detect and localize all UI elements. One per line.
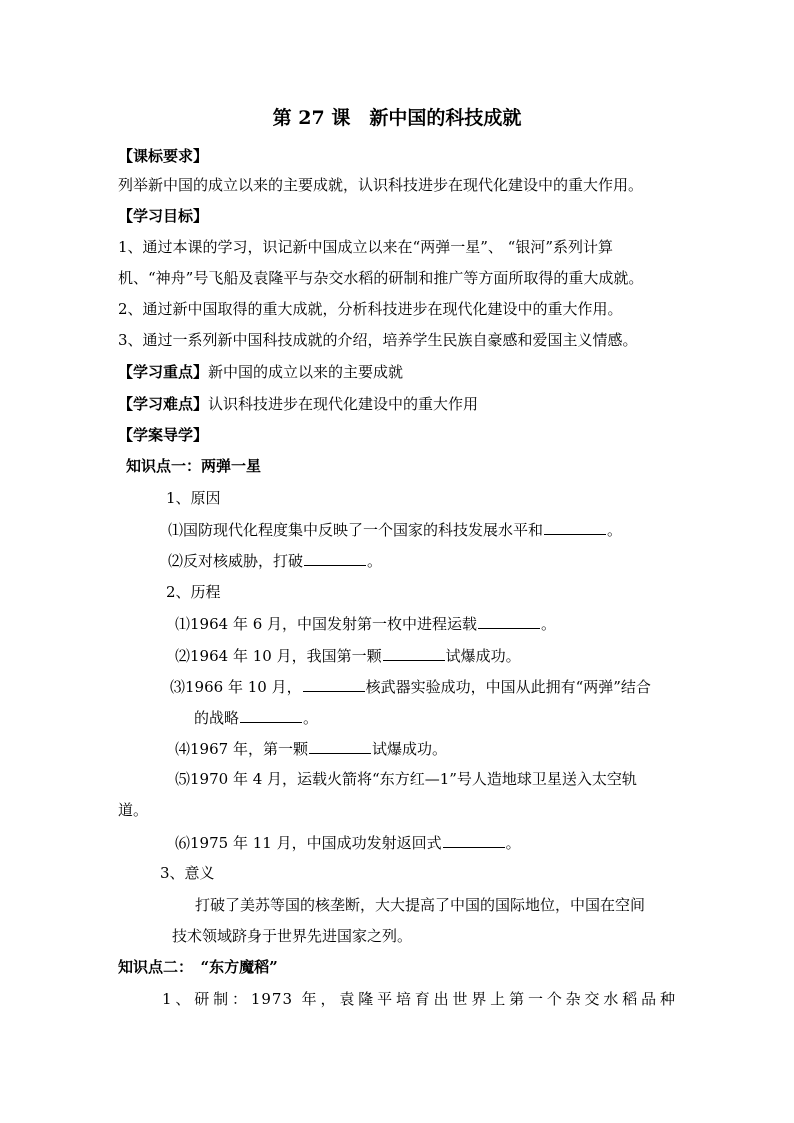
page-title: 第 27 课 新中国的科技成就 xyxy=(272,107,522,129)
period: 。 xyxy=(541,615,557,633)
kp1-reason-2 xyxy=(168,550,728,571)
answer-blank[interactable] xyxy=(304,550,366,566)
history-3-text: ⑶1966 年 10 月， xyxy=(170,678,302,696)
history-3-tail: 核武器实验成功，中国从此拥有“两弹”结合 xyxy=(365,678,651,696)
history-4-tail: 试爆成功。 xyxy=(371,740,447,758)
history-3-cont-text: 的战略 xyxy=(194,709,240,727)
kp1-meaning-2: 技术领域跻身于世界先进国家之列。 xyxy=(172,927,413,945)
kp1-history-5: ⑸1970 年 4 月，运载火箭将“东方红—1”号人造地球卫星送入太空轨 xyxy=(175,770,637,788)
answer-blank[interactable] xyxy=(478,613,540,629)
kp1-history-3 xyxy=(170,676,730,697)
period: 。 xyxy=(367,552,383,570)
goal-1-line-2: 机、“神舟”号飞船及袁隆平与杂交水稻的研制和推广等方面所取得的重大成就。 xyxy=(118,269,644,287)
period: 。 xyxy=(505,834,521,852)
period: 。 xyxy=(303,709,319,727)
kp1-meaning-heading: 3、意义 xyxy=(160,864,215,882)
focus-text: 新中国的成立以来的主要成就 xyxy=(208,363,404,381)
history-2-tail: 试爆成功。 xyxy=(445,647,521,665)
focus-label: 【学习重点】 xyxy=(118,363,209,381)
history-4-text: ⑷1967 年，第一颗 xyxy=(175,740,308,758)
history-6-text: ⑹1975 年 11 月，中国成功发射返回式 xyxy=(175,834,442,852)
answer-blank[interactable] xyxy=(544,519,606,535)
answer-blank[interactable] xyxy=(309,738,371,754)
kp1-reason-heading: 1、原因 xyxy=(166,489,221,507)
kp1-history-3-cont xyxy=(194,707,754,728)
difficulty-label: 【学习难点】 xyxy=(118,395,209,413)
goal-1-line-1: 1、通过本课的学习，识记新中国成立以来在“两弹一星”、 “银河”系列计算 xyxy=(118,238,613,256)
goal-2: 2、通过新中国取得的重大成就，分析科技进步在现代化建设中的重大作用。 xyxy=(118,300,623,318)
kp1-history-5-cont: 道。 xyxy=(118,801,149,819)
difficulty-row xyxy=(118,394,678,414)
requirement-text: 列举新中国的成立以来的主要成就，认识科技进步在现代化建设中的重大作用。 xyxy=(118,176,644,194)
answer-blank[interactable] xyxy=(303,676,365,692)
kp1-history-2 xyxy=(175,645,735,666)
kp1-meaning-1: 打破了美苏等国的核垄断，大大提高了中国的国际地位，中国在空间 xyxy=(195,896,646,914)
guide-label: 【学案导学】 xyxy=(118,426,209,444)
kp2-development: 1、研制：1973 年，袁隆平培育出世界上第一个杂交水稻品种 xyxy=(162,990,676,1008)
focus-row xyxy=(118,362,678,382)
goals-label: 【学习目标】 xyxy=(118,207,209,225)
kp1-history-heading: 2、历程 xyxy=(166,583,221,601)
goal-3: 3、通过一系列新中国科技成就的介绍，培养学生民族自豪感和爱国主义情感。 xyxy=(118,331,638,349)
history-1-text: ⑴1964 年 6 月，中国发射第一枚中进程运载 xyxy=(175,615,478,633)
kp1-reason-1 xyxy=(168,519,728,540)
kp2-heading: 知识点二： “东方魔稻” xyxy=(118,958,278,976)
requirement-label: 【课标要求】 xyxy=(118,147,209,165)
answer-blank[interactable] xyxy=(240,707,302,723)
period: 。 xyxy=(607,521,623,539)
kp1-history-6 xyxy=(175,832,735,853)
difficulty-text: 认识科技进步在现代化建设中的重大作用 xyxy=(208,395,479,413)
answer-blank[interactable] xyxy=(443,832,505,848)
kp1-heading: 知识点一：两弹一星 xyxy=(126,457,262,475)
reason-1-text: ⑴国防现代化程度集中反映了一个国家的科技发展水平和 xyxy=(168,521,544,539)
kp1-history-4 xyxy=(175,738,735,759)
reason-2-text: ⑵反对核威胁，打破 xyxy=(168,552,304,570)
answer-blank[interactable] xyxy=(383,645,445,661)
history-2-text: ⑵1964 年 10 月，我国第一颗 xyxy=(175,647,382,665)
kp1-history-1 xyxy=(175,613,735,634)
